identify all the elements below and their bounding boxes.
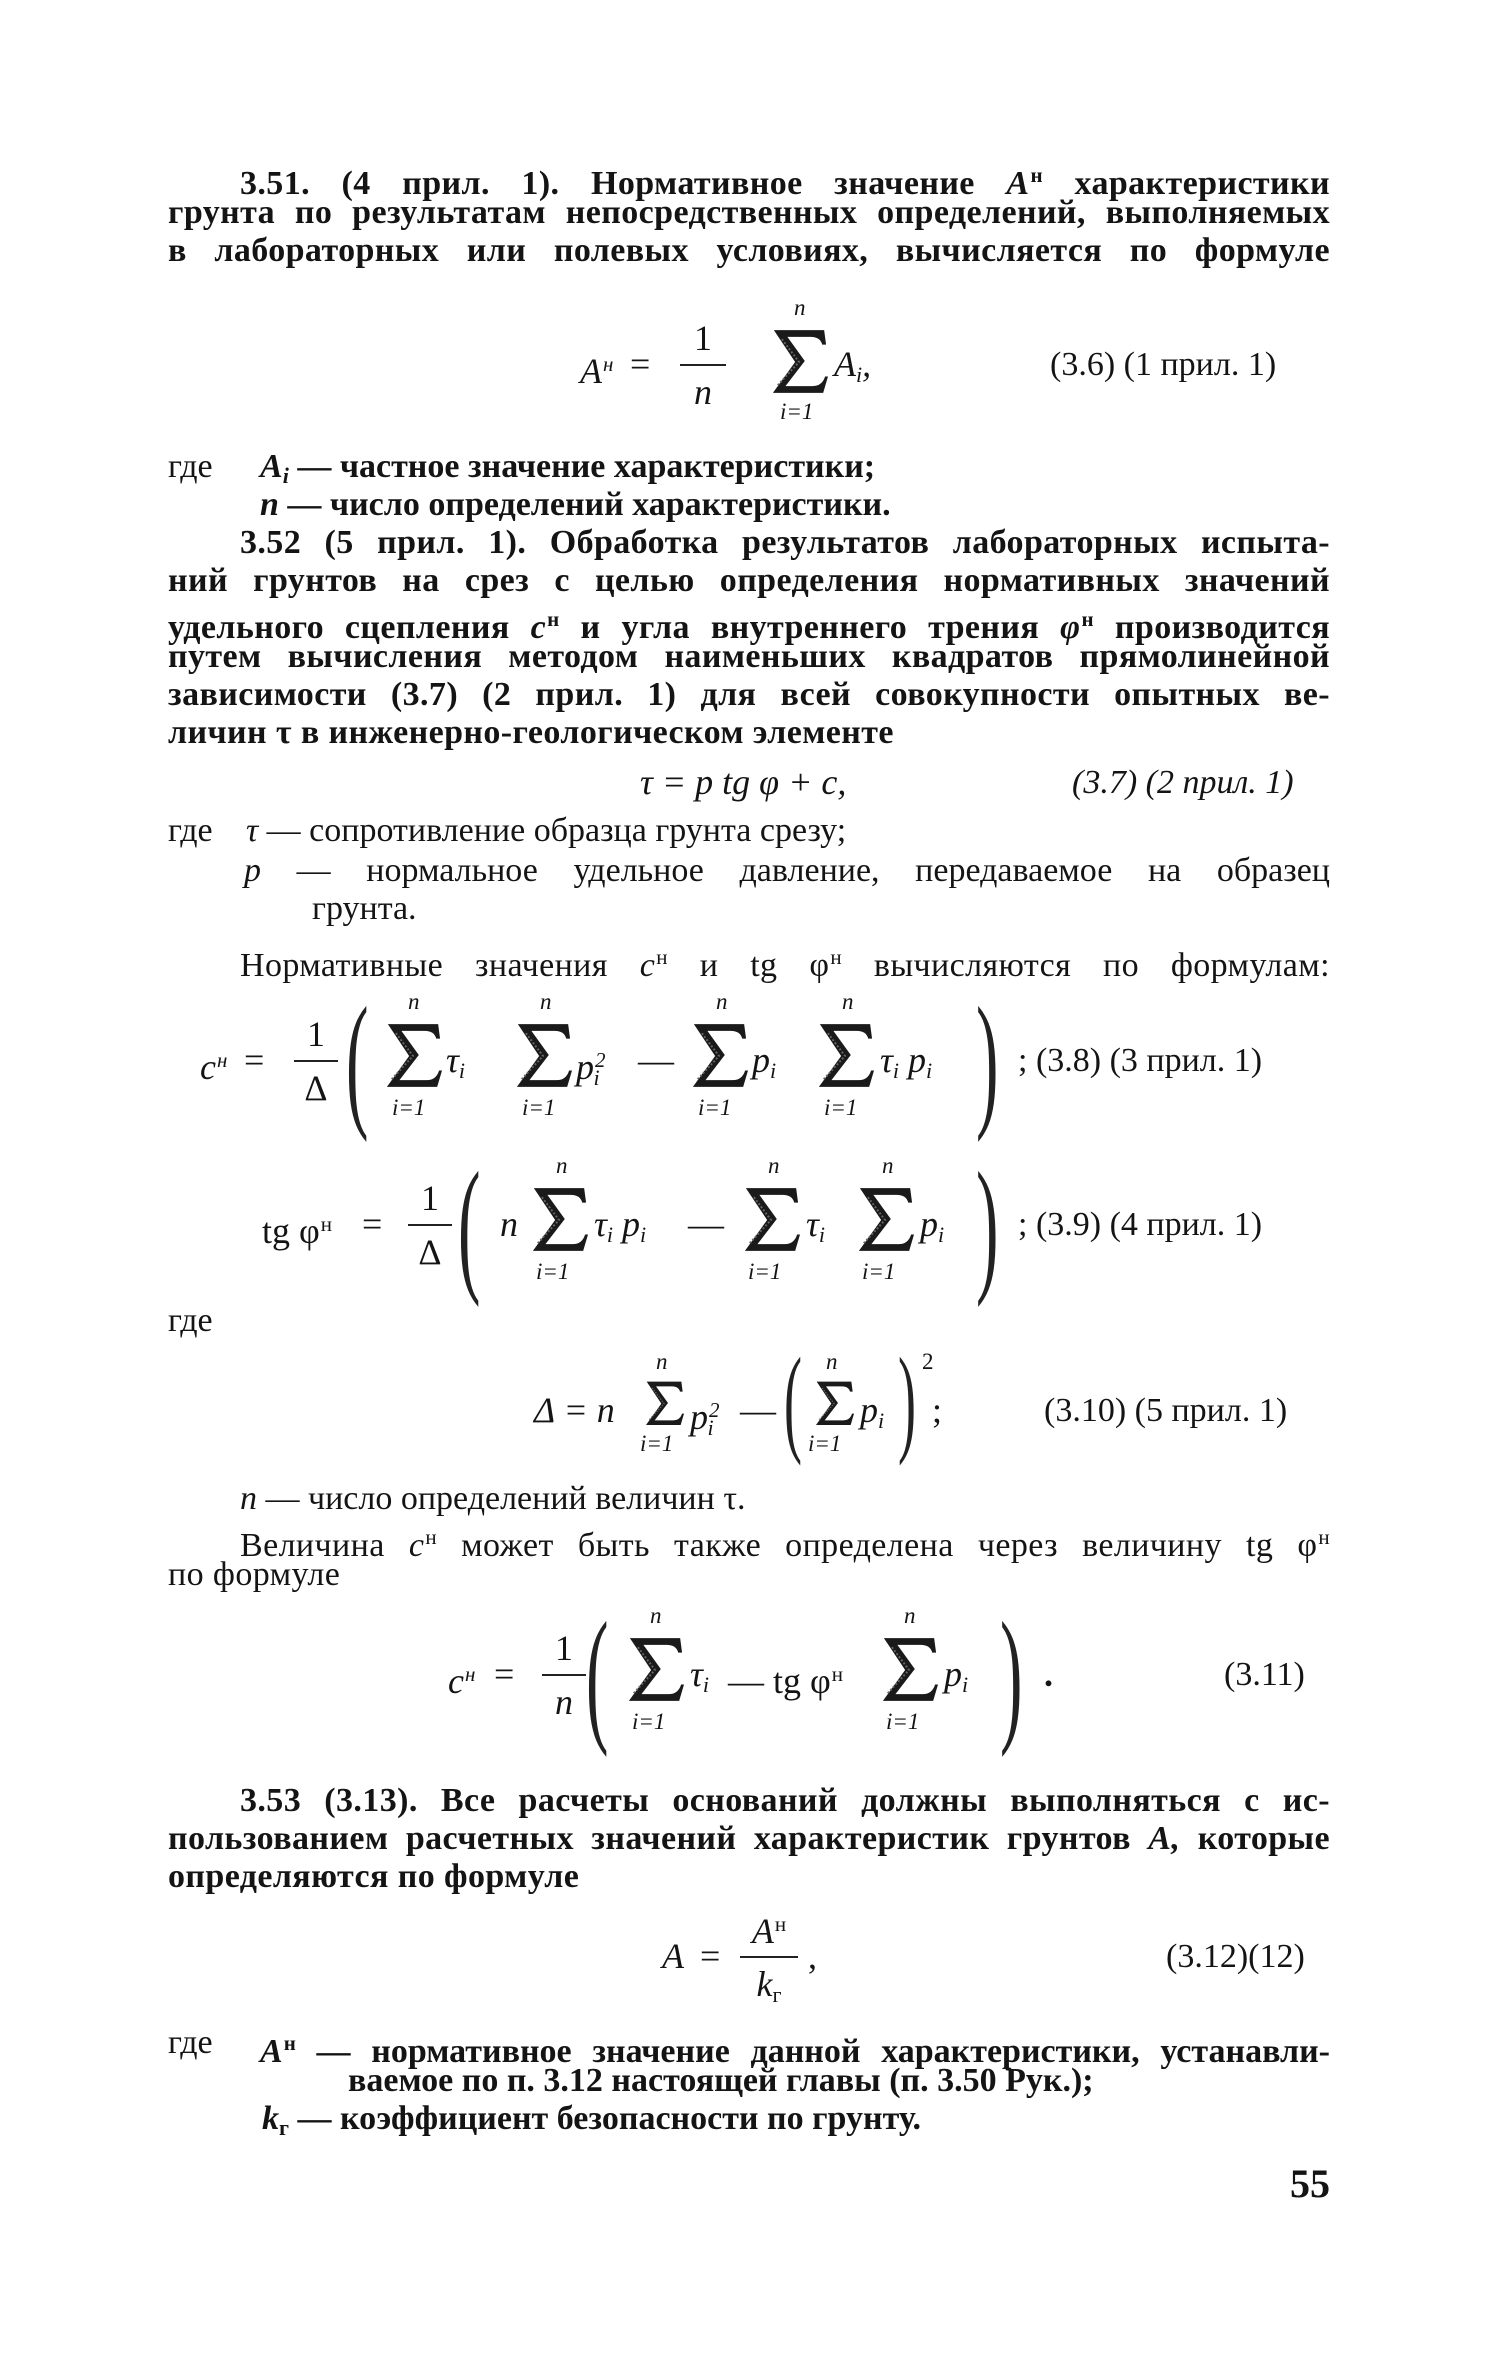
sigma-icon [514,1020,572,1090]
where-label: где [168,1302,213,1339]
sigma-icon [880,1634,938,1704]
sigma-icon [856,1184,914,1254]
p353-line1: 3.53 (3.13). Все расчеты оснований должны выполняться с ис- [240,1782,1330,1819]
def-p: p — нормальное удельное давление, передаваемое на образец [244,852,1330,889]
sigma-icon [626,1634,684,1704]
sigma-icon [384,1020,442,1090]
def-n-count: n — число определений величин τ. [240,1480,746,1517]
p353-line2: пользованием расчетных значений характеристик грунтов A, которые [168,1820,1330,1857]
def-Ai: $A_i$ — частное значение характеристики; [260,448,876,488]
page-number: 55 [1290,2161,1330,2206]
cn-paragraph-line1: Величина $c^н$ может быть также определена через величину tg $\varphi^н$ [240,1525,1330,1564]
eq-number-3-7: (3.7) (2 прил. 1) [1072,764,1294,801]
p352-line3: удельного сцепления $c^н$ и угла внутреннего трения $\varphi^н$ производится [168,607,1330,646]
p352-line2: ний грунтов на срез с целью определения нормативных значений [168,562,1330,599]
p351-line3: в лабораторных или полевых условиях, вычисляется по формуле [168,232,1330,269]
sigma-icon [770,326,828,396]
sigma-icon [690,1020,748,1090]
def-n: n — число определений характеристики. [260,486,891,523]
eq-number-3-9: ; (3.9) (4 прил. 1) [1018,1206,1263,1243]
sigma-icon [816,1020,874,1090]
sigma-icon [530,1184,588,1254]
eq-number-3-12: (3.12)(12) [1166,1938,1305,1975]
eq-number-3-6: (3.6) (1 прил. 1) [1050,346,1277,383]
cn-paragraph-line2: по формуле [168,1556,341,1593]
def-An: $A^н$ — нормативное значение данной характеристики, устанавли- [260,2031,1330,2070]
def-kg: $k_г$ — коэффициент безопасности по грунту. [262,2100,921,2140]
normative-values-line: Нормативные значения $c^н$ и tg $\varphi^н$ вычисляются по формулам: [240,945,1330,984]
p351-line1: 3.51. (4 прил. 1). Нормативное значение $A^н$ характеристики [240,163,1331,202]
sigma-icon [814,1378,854,1428]
def-tau: τ — сопротивление образца грунта срезу; [246,812,847,849]
eq-number-3-10: (3.10) (5 прил. 1) [1044,1392,1288,1429]
eq-number-3-11: (3.11) [1224,1656,1305,1693]
sigma-icon [742,1184,800,1254]
p352-line5: зависимости (3.7) (2 прил. 1) для всей совокупности опытных ве- [168,676,1330,713]
p352-line4: путем вычисления методом наименьших квадратов прямолинейной [168,638,1330,675]
eq-number-3-8: ; (3.8) (3 прил. 1) [1018,1042,1263,1079]
p352-line6: личин τ в инженерно-геологическом элементе [168,714,894,751]
p352-line1: 3.52 (5 прил. 1). Обработка результатов лабораторных испыта- [240,524,1330,561]
sigma-icon [644,1378,684,1428]
p353-line3: определяются по формуле [168,1858,580,1895]
document-page: 3.51. (4 прил. 1). Нормативное значение $A^н$ характеристики грунта по результатам непосредственных определений, выполняемых в лабораторных или полевых условиях, вычисляется по формуле $A^н$ = 1 n n i=1 $A_i$, (3.6) (1 прил. 1) где $A_i$ — частное значение характеристики; n — число определений характеристики. 3.52 (5 прил. 1). Обработка результатов лабораторных испыта- ний грунтов на срез с целью определения нормативных значений удельного сцепления $c^н$ и угла внутреннего трения $\varphi^н$ производится путем вычисления методом наименьших квадратов прямолинейной зависимости (3.7) (2 прил. 1) для всей совокупности опытных ве- личин τ в инженерно-геологическом элементе τ = p tg φ + c, (3.7) (2 прил. 1) где τ — сопротивление образца грунта срезу; p — нормальное удельное давление, передаваемое на образец грунта. Нормативные значения $c^н$ и tg $\varphi^н$ вычисляются по формулам: $c^н$ = 1 Δ ( n i=1 $\tau_i$ n i=1 $p^2_i$ — n i=1 $p_i$ n i=1 $\tau_i$ $p_i$ ) ; (3.8) (3 прил. 1) tg $\varphi^н$ = 1 Δ ( n n i=1 $\tau_i$ $p_i$ — n i=1 $\tau_i$ n i=1 $p_i$ ) ; (3.9) (4 прил. 1) где Δ = n n i=1 $p^2_i$ — ( n i=1 $p_i$ ) 2 ; (3.10) (5 прил. 1) n — число определений величин τ. Величина $c^н$ может быть также определена через величину tg $\varphi^н$ по формуле $c^н$ = 1 n ( n i=1 $\tau_i$ — tg $\varphi^н$ n i=1 $p_i$ ) . (3.11) 3.53 (3.13). Все расчеты оснований должны выполняться с ис- пользованием расчетных значений характеристик грунтов A, которые определяются по формуле A = $A^н$ $k_г$ , (3.12)(12) где $A^н$ — нормативное значение данной характеристики, устанавли- ваемое по п. 3.12 настоящей главы (п. 3.50 Рук.); $k_г$ — коэффициент безопасности по грунту. 55 [0,0,1500,2361]
p351-line2: грунта по результатам непосредственных определений, выполняемых [168,194,1330,231]
